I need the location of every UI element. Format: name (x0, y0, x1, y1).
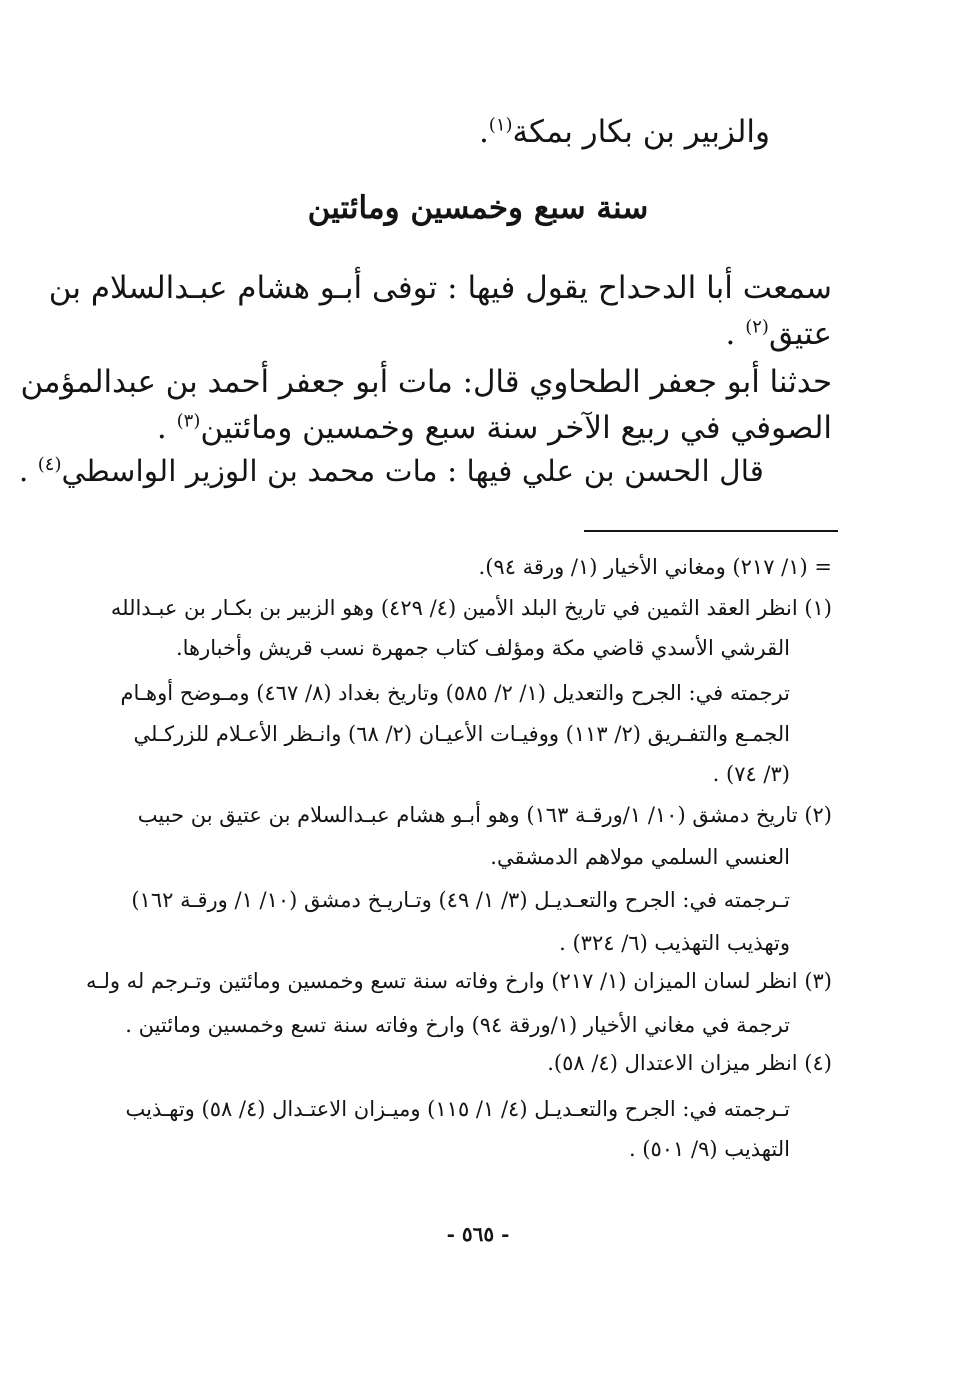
footnote-line: = (١/ ٢١٧) ومغاني الأخيار (١/ ورقة ٩٤). (478, 555, 832, 579)
footnote-line: وتهذيب التهذيب (٦/ ٣٢٤) . (559, 931, 790, 955)
footnote-line: العنسي السلمي مولاهم الدمشقي. (490, 845, 790, 869)
main-text-line (725, 314, 832, 354)
footnote-line: ترجمة في مغاني الأخيار (١/ورقة ٩٤) وارخ وفاته سنة تسع وخمسين ومائتين . (125, 1013, 790, 1037)
main-text: عتيق (768, 316, 832, 352)
line-end-punctuation: . (156, 410, 177, 446)
main-text-line (19, 452, 764, 492)
footnote-line: (٣) انظر لسان الميزان (١/ ٢١٧) وارخ وفاته سنة تسع وخمسين ومائتين وتـرجم له ولـه (86, 969, 832, 993)
line-end-punctuation: . (725, 316, 746, 352)
main-text-line (20, 362, 832, 402)
footnote-line: (٢) تاريخ دمشق (١٠/ ١/ورقـة ١٦٣) وهو أبـو هشام عبـدالسلام بن عتيق بن حبيب (137, 803, 832, 827)
main-text: سمعت أبا الدحداح يقول فيها : توفى أبـو هشام عبـدالسلام بن (48, 270, 832, 306)
footnote-separator (584, 530, 838, 532)
footnote-line: ترجمته في: الجرح والتعديل (١/ ٢/ ٥٨٥) وتاريخ بغداد (٨/ ٤٦٧) ومـوضح أوهـام (120, 681, 790, 705)
line-end-punctuation: . (478, 114, 489, 150)
page-number: - ٥٦٥ - (446, 1222, 510, 1246)
main-text-line (157, 408, 832, 448)
section-heading: سنة سبع وخمسين ومائتين (307, 190, 649, 226)
footnote-line: (٣/ ٧٤) . (712, 762, 790, 786)
footnote-line: تـرجمته في: الجرح والتعـديـل (٣/ ١/ ٤٩) وتـاريـخ دمشق (١٠/ ١/ ورقـة ١٦٢) (131, 888, 790, 912)
footnote-reference: (٢) (745, 316, 769, 338)
footnote-reference: (١) (488, 114, 513, 136)
footnote-line: (٤) انظر ميزان الاعتدال (٤/ ٥٨). (547, 1051, 832, 1075)
footnote-reference: (٤) (37, 454, 62, 476)
main-text-line (49, 268, 832, 308)
main-text-line (479, 112, 770, 152)
footnote-line: الجمـع والتفـريق (٢/ ١١٣) ووفيـات الأعيـان (٢/ ٦٨) وانـظر الأعـلام للزركـلي (133, 722, 790, 746)
footnote-line: التهذيب (٩/ ٥٠١) . (628, 1137, 790, 1161)
footnote-line: (١) انظر العقد الثمين في تاريخ البلد الأمين (٤/ ٤٢٩) وهو الزبير بن بكـار بن عبـدالله (110, 596, 832, 620)
main-text: حدثنا أبو جعفر الطحاوي قال: مات أبو جعفر أحمد بن عبدالمؤمن (20, 364, 832, 400)
footnote-line: القرشي الأسدي قاضي مكة ومؤلف كتاب جمهرة نسب قريش وأخبارها. (175, 636, 790, 660)
main-text: الصوفي في ربيع الآخر سنة سبع وخمسين ومائتين (200, 410, 832, 446)
main-text: قال الحسن بن علي فيها : مات محمد بن الوزير الواسطي (61, 454, 764, 489)
line-end-punctuation: . (18, 454, 38, 489)
footnote-reference: (٣) (176, 410, 201, 432)
main-text: والزبير بن بكار بمكة (512, 114, 770, 150)
footnote-line: تـرجمته في: الجرح والتعـديـل (٤/ ١/ ١١٥) وميـزان الاعتـدال (٤/ ٥٨) وتهـذيب (125, 1097, 790, 1121)
